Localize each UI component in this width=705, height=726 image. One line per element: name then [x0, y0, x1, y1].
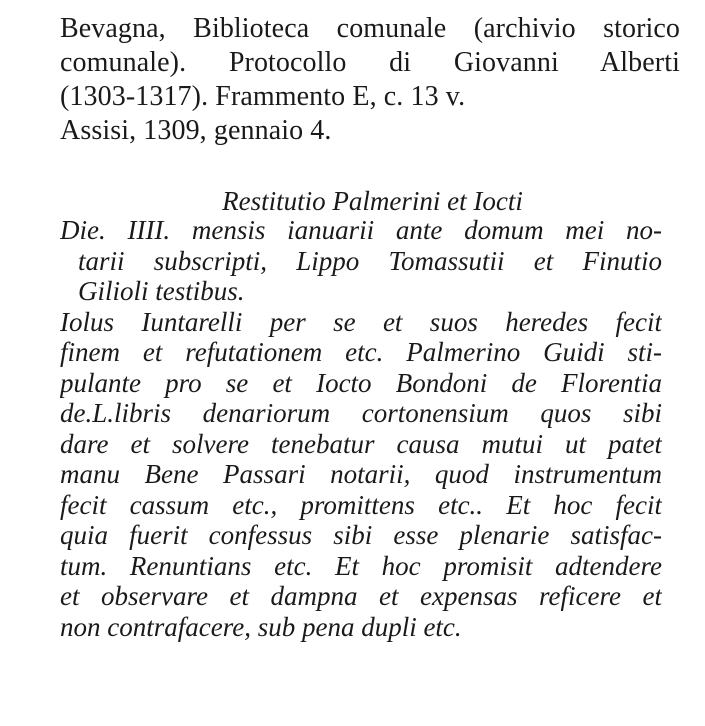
body-line: pulante pro se et Iocto Bondoni de Florentia	[60, 367, 662, 398]
body-line: tarii subscripti, Lippo Tomassutii et Finutio	[78, 245, 662, 276]
body-line: quia fuerit confessus sibi esse plenarie satisfac-	[60, 520, 662, 550]
source-citation	[60, 12, 680, 148]
citation-line: (1303-1317). Frammento E, c. 13 v.	[60, 81, 466, 112]
body-line: finem et refutationem etc. Palmerino Guidi sti-	[60, 337, 662, 367]
body-line: tum. Renuntians etc. Et hoc promisit adtendere	[60, 550, 662, 581]
body-line: Iolus Iuntarelli per se et suos heredes fecit	[60, 306, 662, 337]
body-line: Die. IIII. mensis ianuarii ante domum mei no-	[60, 215, 662, 245]
citation-date-line: Assisi, 1309, gennaio 4.	[60, 115, 332, 146]
document-title-text: Restitutio Palmerini et Iocti	[222, 186, 523, 216]
body-line: non contrafacere, sub pena dupli etc.	[60, 611, 462, 642]
body-line: manu Bene Passari notarii, quod instrumentum	[60, 459, 662, 489]
document-body	[60, 215, 662, 642]
body-line: et observare et dampna et expensas reficere et	[60, 581, 662, 611]
citation-line: comunale). Protocollo di Giovanni Alberti	[60, 47, 680, 78]
body-line: de.L.libris denariorum cortonensium quos sibi	[60, 398, 662, 428]
document-title	[0, 185, 705, 217]
body-line: dare et solvere tenebatur causa mutui ut patet	[60, 428, 662, 459]
citation-line: Bevagna, Biblioteca comunale (archivio storico	[60, 13, 680, 44]
body-line: fecit cassum etc., promittens etc.. Et hoc fecit	[60, 489, 662, 520]
body-line: Gilioli testibus.	[78, 276, 245, 306]
